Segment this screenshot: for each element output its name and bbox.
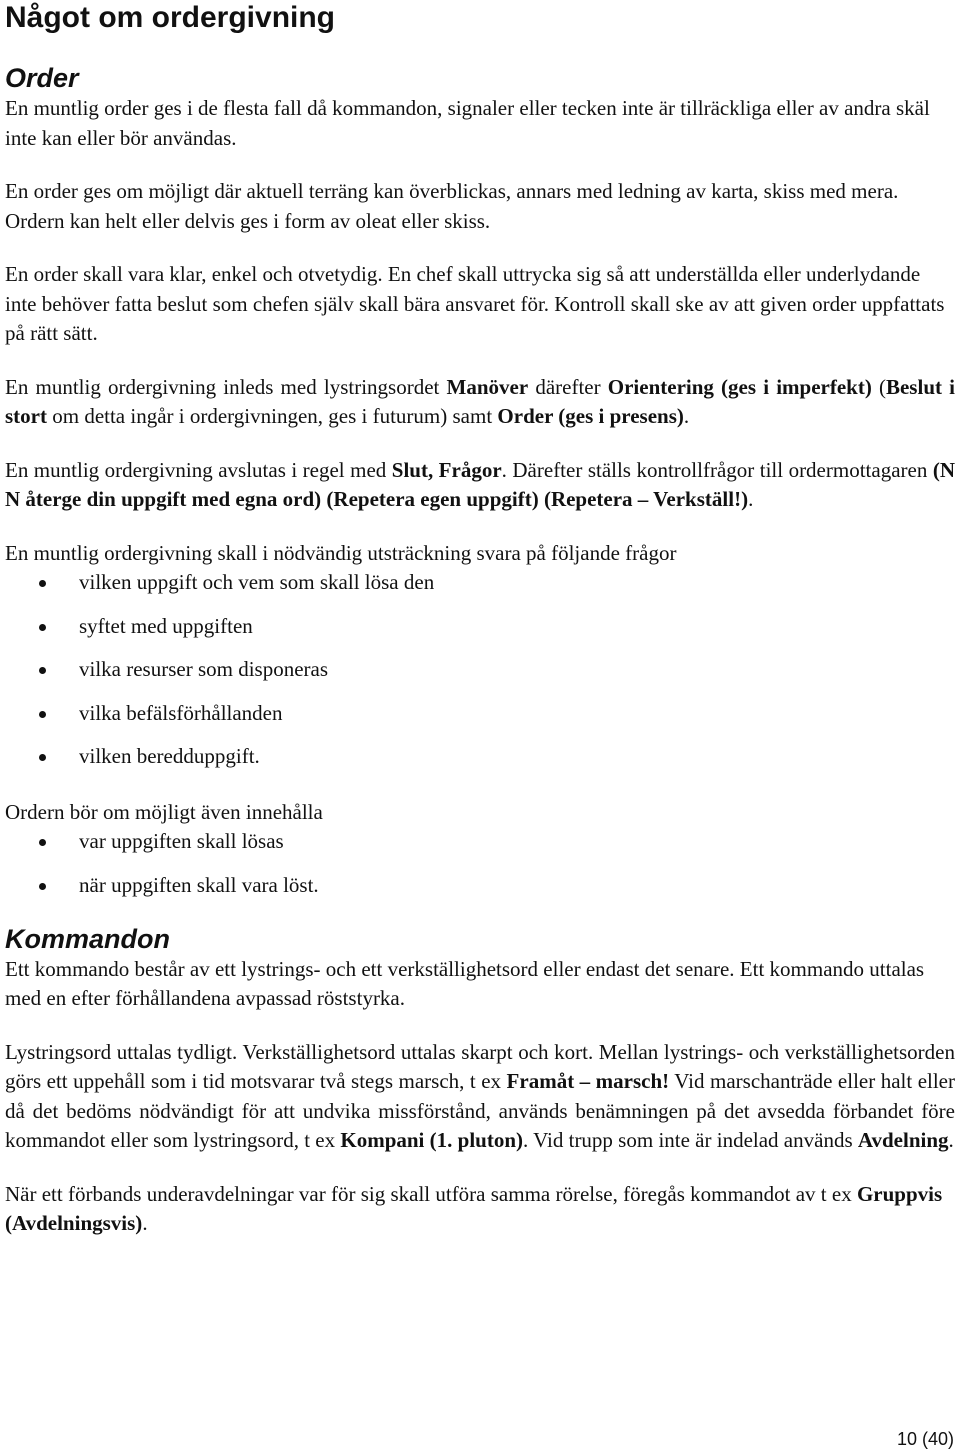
list-item (5, 871, 955, 915)
text-run: . Vid trupp som inte är indelad används (523, 1128, 858, 1153)
list-item (5, 655, 955, 699)
bullet-icon (39, 624, 46, 631)
paragraph-order-7: Ordern bör om möjligt även innehålla (5, 799, 323, 824)
paragraph-order-1: En muntlig order ges i de flesta fall då kommandon, signaler eller tecken inte är tillräckliga eller av andra skäl inte kan eller bör användas. (5, 96, 930, 150)
bold-term-control-questions: (N N återge din uppgift med egna ord) (Repetera egen uppgift) (Repetera – Verkställ!) (5, 457, 955, 511)
list-item (5, 742, 955, 786)
list-item-text: vilka resurser som disponeras (79, 657, 329, 682)
paragraph-kommandon-1: Ett kommando består av ett lystrings- och ett verkställighetsord eller endast det senare. Ett kommando uttalas med en efter förhållandena avpassad röststyrka. (5, 956, 925, 1011)
bullet-icon (39, 711, 46, 718)
paragraph-kommandon-2 (5, 1038, 955, 1156)
list-item (5, 568, 955, 612)
bullet-icon (39, 667, 46, 674)
text-run: En order skall vara klar, enkel och otvetydig. En chef skall uttrycka sig så att underställda eller underlydande inte behöver fatta beslut som chefen själv skall bära ansvaret för. Kontroll skall ske av att given order uppfattats på rätt sätt. (5, 262, 945, 345)
text-run: En muntlig ordergivning avslutas i regel med (5, 457, 392, 482)
text-run: . Därefter ställs kontrollfrågor till ordermottagaren (501, 457, 933, 482)
text-run: En muntlig ordergivning inleds med lystringsordet (5, 374, 447, 399)
paragraph-order-5 (5, 456, 955, 515)
list-item-text: vilken uppgift och vem som skall lösa den (79, 570, 435, 594)
list-item (5, 612, 955, 656)
text-run: Vid marschanträde eller halt eller då det bedöms nödvändigt för att undvika missförstånd, används benämningen på det avsedda förbandet före kommandot eller som lystringsord, t ex (5, 1069, 955, 1153)
paragraph-order-4 (5, 373, 955, 432)
list-item (5, 699, 955, 743)
paragraph-kommandon-3 (5, 1180, 955, 1239)
additional-content-list (5, 827, 955, 914)
bullet-icon (39, 580, 46, 587)
section-heading-order: Order (5, 63, 79, 93)
bold-term-order: Order (ges i presens) (497, 404, 684, 428)
text-run: därefter (528, 374, 608, 399)
text-run: . (142, 1211, 148, 1236)
bullet-icon (39, 883, 46, 890)
text-run: Lystringsord uttalas tydligt. Verkställighetsord uttalas skarpt och kort. Mellan lystrings- och verkställighetsorden görs ett uppehåll som i tid motsvarar två stegs marsch, t ex (5, 1039, 955, 1094)
list-item-text: syftet med uppgiften (79, 613, 253, 638)
section-heading-kommandon: Kommandon (5, 923, 170, 954)
bold-term-manover: Manöver (446, 374, 529, 399)
question-list (5, 568, 955, 786)
text-run: När ett förbands underavdelningar var för sig skall utföra samma rörelse, föregås kommandot av t ex (5, 1181, 857, 1206)
paragraph-order-3 (5, 260, 955, 349)
list-item-text: vilken beredduppgift. (79, 744, 260, 769)
bold-term-avdelning: Avdelning (857, 1128, 949, 1153)
text-run: om detta ingår i ordergivningen, ges i futurum) samt (46, 404, 498, 428)
bullet-icon (39, 754, 46, 761)
list-item (5, 827, 955, 871)
paragraph-order-2: En order ges om möjligt där aktuell terräng kan överblickas, annars med ledning av karta, skiss med mera. Ordern kan helt eller delvis ges i form av oleat eller skiss. (5, 179, 899, 233)
bold-term-slut-fragor: Slut, Frågor (391, 457, 502, 482)
bold-term-beslut: Beslut i stort (5, 374, 955, 428)
bold-term-framat-marsch: Framåt – marsch! (506, 1069, 670, 1094)
page-title: Något om ordergivning (5, 1, 335, 34)
bold-term-kompani: Kompani (1. pluton) (340, 1128, 523, 1153)
paragraph-order-6: En muntlig ordergivning skall i nödvändig utsträckning svara på följande frågor (5, 540, 677, 565)
list-item-text: när uppgiften skall vara löst. (79, 873, 319, 898)
bullet-icon (39, 839, 46, 846)
list-item-text: var uppgiften skall lösas (79, 829, 284, 854)
page-number: 10 (40) (896, 1429, 954, 1449)
text-run: ( (871, 374, 886, 399)
text-run: . (948, 1128, 954, 1153)
bold-term-gruppvis: Gruppvis (Avdelningsvis) (5, 1181, 943, 1236)
document-page (5, 0, 955, 1239)
bold-term-orientering: Orientering (ges i imperfekt) (607, 374, 872, 399)
text-run: . (683, 404, 690, 428)
list-item-text: vilka befälsförhållanden (79, 700, 283, 725)
text-run: . (748, 487, 754, 511)
